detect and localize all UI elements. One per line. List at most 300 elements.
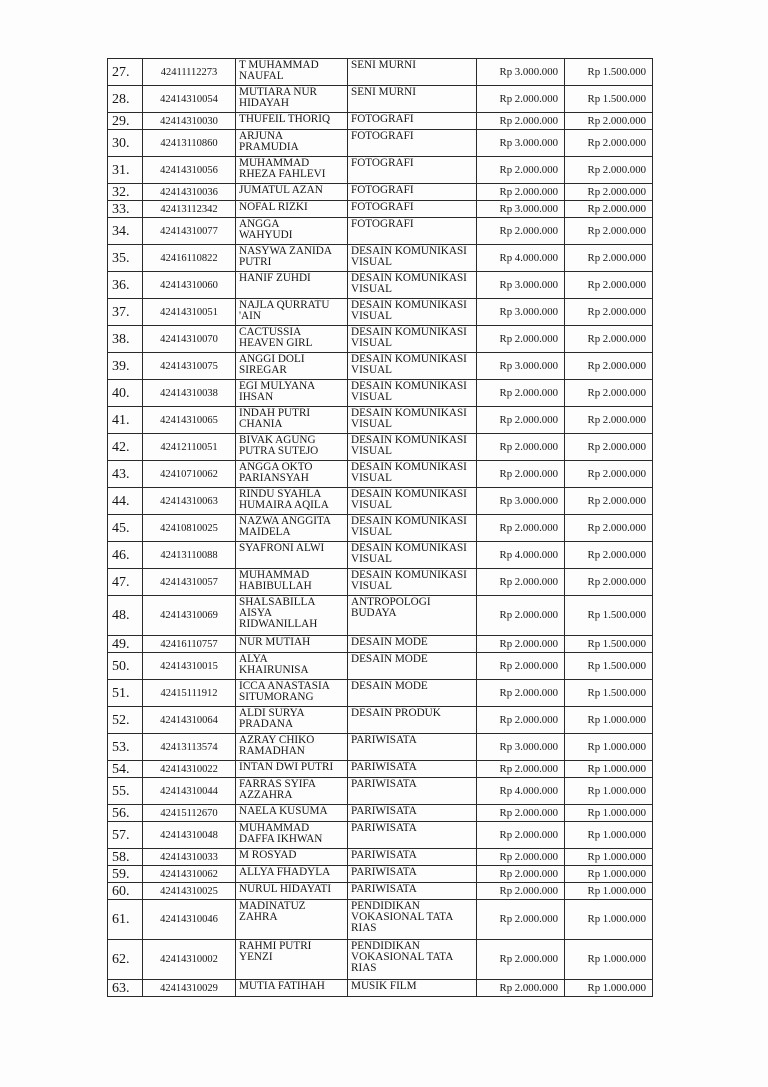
table-row	[108, 272, 653, 299]
student-name-line: AZZAHRA	[239, 789, 293, 801]
amount-b: Rp 1.000.000	[565, 940, 653, 980]
student-name-line: NAUFAL	[239, 70, 284, 82]
row-number: 31.	[108, 157, 143, 184]
row-number: 49.	[108, 636, 143, 653]
row-number: 45.	[108, 515, 143, 542]
study-program	[348, 488, 477, 515]
study-program	[348, 822, 477, 849]
student-name-line: HUMAIRA AQILA	[239, 499, 329, 511]
study-program-line: VISUAL	[351, 364, 393, 376]
amount-a: Rp 2.000.000	[477, 157, 565, 184]
amount-b: Rp 2.000.000	[565, 569, 653, 596]
amount-b: Rp 2.000.000	[565, 113, 653, 130]
amount-b: Rp 1.500.000	[565, 86, 653, 113]
study-program-line: DESAIN KOMUNIKASI	[351, 515, 467, 527]
student-name	[236, 86, 348, 113]
study-program-line: VISUAL	[351, 553, 393, 565]
student-name-line: HIDAYAH	[239, 97, 289, 109]
study-program	[348, 130, 477, 157]
amount-a: Rp 2.000.000	[477, 883, 565, 900]
study-program	[348, 940, 477, 980]
amount-b: Rp 2.000.000	[565, 515, 653, 542]
amount-b: Rp 2.000.000	[565, 272, 653, 299]
study-program-line: PENDIDIKAN	[351, 900, 420, 912]
study-program-line: VISUAL	[351, 310, 393, 322]
study-program	[348, 849, 477, 866]
student-name	[236, 113, 348, 130]
row-number: 40.	[108, 380, 143, 407]
table-row	[108, 326, 653, 353]
student-name-line: RAMADHAN	[239, 745, 305, 757]
student-id: 42415111912	[143, 680, 236, 707]
student-id: 42414310069	[143, 596, 236, 636]
student-name	[236, 326, 348, 353]
amount-a: Rp 2.000.000	[477, 707, 565, 734]
table-row	[108, 778, 653, 805]
student-name	[236, 130, 348, 157]
amount-a: Rp 2.000.000	[477, 636, 565, 653]
study-program	[348, 866, 477, 883]
study-program	[348, 353, 477, 380]
study-program-line: VISUAL	[351, 283, 393, 295]
study-program-line: RIAS	[351, 962, 377, 974]
student-name-line: CACTUSSIA	[239, 326, 302, 338]
row-number: 37.	[108, 299, 143, 326]
table-row	[108, 245, 653, 272]
student-name-line: ARJUNA	[239, 130, 284, 142]
student-name-line: ALLYA FHADYLA	[239, 866, 331, 878]
amount-b: Rp 2.000.000	[565, 130, 653, 157]
study-program	[348, 245, 477, 272]
amount-a: Rp 2.000.000	[477, 326, 565, 353]
amount-a: Rp 4.000.000	[477, 778, 565, 805]
student-name-line: PRAMUDIA	[239, 141, 299, 153]
row-number: 55.	[108, 778, 143, 805]
amount-b: Rp 1.000.000	[565, 778, 653, 805]
row-number: 57.	[108, 822, 143, 849]
study-program	[348, 883, 477, 900]
study-program-line: VISUAL	[351, 337, 393, 349]
student-name-line: MUTIA FATIHAH	[239, 980, 325, 992]
amount-a: Rp 3.000.000	[477, 299, 565, 326]
student-name	[236, 59, 348, 86]
study-program-line: VISUAL	[351, 256, 393, 268]
study-program-line: PARIWISATA	[351, 761, 417, 773]
student-name-line: PUTRI	[239, 256, 272, 268]
amount-b: Rp 1.000.000	[565, 849, 653, 866]
amount-b: Rp 1.000.000	[565, 883, 653, 900]
student-name-line: NOFAL RIZKI	[239, 201, 308, 213]
student-name-line: NASYWA ZANIDA	[239, 245, 332, 257]
student-name	[236, 434, 348, 461]
study-program-line: PENDIDIKAN	[351, 940, 420, 952]
student-id: 42411112273	[143, 59, 236, 86]
student-name	[236, 707, 348, 734]
table-row	[108, 596, 653, 636]
amount-a: Rp 2.000.000	[477, 407, 565, 434]
student-id: 42410810025	[143, 515, 236, 542]
student-name-line: PUTRA SUTEJO	[239, 445, 319, 457]
amount-b: Rp 1.000.000	[565, 900, 653, 940]
study-program-line: SENI MURNI	[351, 86, 416, 98]
amount-b: Rp 2.000.000	[565, 201, 653, 218]
study-program	[348, 434, 477, 461]
study-program	[348, 805, 477, 822]
student-name	[236, 184, 348, 201]
row-number: 39.	[108, 353, 143, 380]
amount-b: Rp 2.000.000	[565, 488, 653, 515]
study-program-line: DESAIN KOMUNIKASI	[351, 353, 467, 365]
student-name-line: HABIBULLAH	[239, 580, 312, 592]
student-name-line: DAFFA IKHWAN	[239, 833, 323, 845]
study-program-line: DESAIN KOMUNIKASI	[351, 407, 467, 419]
amount-a: Rp 2.000.000	[477, 434, 565, 461]
amount-a: Rp 2.000.000	[477, 980, 565, 997]
student-name-line: HEAVEN GIRL	[239, 337, 313, 349]
student-name-line: ALDI SURYA	[239, 707, 305, 719]
amount-b: Rp 2.000.000	[565, 353, 653, 380]
student-id: 42414310064	[143, 707, 236, 734]
study-program-line: PARIWISATA	[351, 866, 417, 878]
student-name-line: ZAHRA	[239, 911, 278, 923]
student-name-line: PARIANSYAH	[239, 472, 309, 484]
table-row	[108, 407, 653, 434]
student-name-line: MUTIARA NUR	[239, 86, 318, 98]
student-id: 42414310070	[143, 326, 236, 353]
amount-b: Rp 1.500.000	[565, 680, 653, 707]
student-name	[236, 353, 348, 380]
student-id: 42413113574	[143, 734, 236, 761]
student-id: 42414310057	[143, 569, 236, 596]
study-program	[348, 326, 477, 353]
study-program	[348, 218, 477, 245]
study-program-line: PARIWISATA	[351, 849, 417, 861]
student-id: 42414310002	[143, 940, 236, 980]
amount-b: Rp 2.000.000	[565, 157, 653, 184]
row-number: 28.	[108, 86, 143, 113]
table-row	[108, 218, 653, 245]
study-program	[348, 157, 477, 184]
study-program	[348, 569, 477, 596]
amount-a: Rp 3.000.000	[477, 130, 565, 157]
table-row	[108, 805, 653, 822]
student-name-line: CHANIA	[239, 418, 283, 430]
table-row	[108, 883, 653, 900]
student-name-line: ANGGA	[239, 218, 280, 230]
study-program-line: VOKASIONAL TATA	[351, 911, 454, 923]
student-name	[236, 245, 348, 272]
row-number: 47.	[108, 569, 143, 596]
amount-a: Rp 2.000.000	[477, 86, 565, 113]
table-row	[108, 201, 653, 218]
row-number: 32.	[108, 184, 143, 201]
row-number: 54.	[108, 761, 143, 778]
study-program-line: BUDAYA	[351, 607, 397, 619]
study-program	[348, 761, 477, 778]
study-program-line: VISUAL	[351, 391, 393, 403]
student-name	[236, 734, 348, 761]
student-id: 42414310063	[143, 488, 236, 515]
student-id: 42414310054	[143, 86, 236, 113]
student-name	[236, 488, 348, 515]
amount-a: Rp 2.000.000	[477, 822, 565, 849]
row-number: 59.	[108, 866, 143, 883]
study-program-line: DESAIN KOMUNIKASI	[351, 272, 467, 284]
amount-b: Rp 1.000.000	[565, 805, 653, 822]
study-program-line: FOTOGRAFI	[351, 184, 414, 196]
amount-a: Rp 2.000.000	[477, 569, 565, 596]
study-program-line: FOTOGRAFI	[351, 201, 414, 213]
row-number: 60.	[108, 883, 143, 900]
study-program	[348, 778, 477, 805]
student-name-line: MADINATUZ	[239, 900, 306, 912]
student-name-line: NAELA KUSUMA	[239, 805, 328, 817]
student-name-line: NAJLA QURRATU	[239, 299, 330, 311]
row-number: 50.	[108, 653, 143, 680]
student-id: 42414310029	[143, 980, 236, 997]
amount-a: Rp 2.000.000	[477, 113, 565, 130]
table-row	[108, 569, 653, 596]
student-name-line: MAIDELA	[239, 526, 291, 538]
student-name	[236, 407, 348, 434]
student-id: 42414310060	[143, 272, 236, 299]
student-name-line: RIDWANILLAH	[239, 618, 318, 630]
student-name-line: SITUMORANG	[239, 691, 314, 703]
student-id: 42416110822	[143, 245, 236, 272]
study-program-line: DESAIN MODE	[351, 653, 428, 665]
student-id: 42413112342	[143, 201, 236, 218]
study-program-line: DESAIN PRODUK	[351, 707, 441, 719]
study-program-line: PARIWISATA	[351, 883, 417, 895]
amount-a: Rp 3.000.000	[477, 488, 565, 515]
table-row	[108, 866, 653, 883]
row-number: 30.	[108, 130, 143, 157]
amount-a: Rp 4.000.000	[477, 245, 565, 272]
student-name	[236, 653, 348, 680]
study-program	[348, 515, 477, 542]
study-program-line: DESAIN KOMUNIKASI	[351, 245, 467, 257]
study-program-line: VISUAL	[351, 526, 393, 538]
student-name-line: RINDU SYAHLA	[239, 488, 322, 500]
student-name-line: T MUHAMMAD	[239, 59, 319, 71]
table-row	[108, 680, 653, 707]
study-program	[348, 542, 477, 569]
study-program	[348, 680, 477, 707]
table-body	[108, 59, 653, 997]
row-number: 58.	[108, 849, 143, 866]
student-name	[236, 380, 348, 407]
study-program-line: FOTOGRAFI	[351, 218, 414, 230]
student-name-line: MUHAMMAD	[239, 569, 310, 581]
student-name	[236, 761, 348, 778]
study-program-line: VISUAL	[351, 499, 393, 511]
student-id: 42410710062	[143, 461, 236, 488]
student-name	[236, 980, 348, 997]
amount-b: Rp 1.000.000	[565, 707, 653, 734]
amount-a: Rp 2.000.000	[477, 940, 565, 980]
amount-b: Rp 2.000.000	[565, 299, 653, 326]
study-program-line: DESAIN MODE	[351, 680, 428, 692]
student-name	[236, 940, 348, 980]
row-number: 48.	[108, 596, 143, 636]
student-id: 42414310065	[143, 407, 236, 434]
study-program-line: ANTROPOLOGI	[351, 596, 431, 608]
student-id: 42414310038	[143, 380, 236, 407]
study-program-line: RIAS	[351, 922, 377, 934]
row-number: 61.	[108, 900, 143, 940]
amount-b: Rp 1.000.000	[565, 761, 653, 778]
student-name-line: NUR MUTIAH	[239, 636, 311, 648]
study-program-line: PARIWISATA	[351, 822, 417, 834]
student-name	[236, 542, 348, 569]
row-number: 33.	[108, 201, 143, 218]
amount-b: Rp 1.500.000	[565, 653, 653, 680]
student-name-line: SIREGAR	[239, 364, 287, 376]
table-row	[108, 940, 653, 980]
student-name-line: THUFEIL THORIQ	[239, 113, 331, 125]
row-number: 38.	[108, 326, 143, 353]
amount-b: Rp 2.000.000	[565, 380, 653, 407]
student-id: 42414310033	[143, 849, 236, 866]
table-row	[108, 707, 653, 734]
study-program	[348, 461, 477, 488]
student-id: 42414310036	[143, 184, 236, 201]
amount-a: Rp 3.000.000	[477, 353, 565, 380]
student-name	[236, 157, 348, 184]
study-program	[348, 59, 477, 86]
amount-a: Rp 2.000.000	[477, 849, 565, 866]
student-name-line: YENZI	[239, 951, 273, 963]
student-name	[236, 822, 348, 849]
table-row	[108, 59, 653, 86]
row-number: 27.	[108, 59, 143, 86]
row-number: 46.	[108, 542, 143, 569]
amount-b: Rp 1.500.000	[565, 59, 653, 86]
student-id: 42413110860	[143, 130, 236, 157]
amount-a: Rp 4.000.000	[477, 542, 565, 569]
student-name-line: ANGGA OKTO	[239, 461, 313, 473]
table-row	[108, 980, 653, 997]
amount-a: Rp 2.000.000	[477, 380, 565, 407]
study-program-line: PARIWISATA	[351, 805, 417, 817]
student-name-line: IHSAN	[239, 391, 274, 403]
study-program-line: DESAIN KOMUNIKASI	[351, 488, 467, 500]
student-name-line: 'AIN	[239, 310, 261, 322]
table-row	[108, 113, 653, 130]
student-name-line: PRADANA	[239, 718, 294, 730]
amount-a: Rp 2.000.000	[477, 761, 565, 778]
study-program-line: VISUAL	[351, 580, 393, 592]
row-number: 42.	[108, 434, 143, 461]
student-id: 42413110088	[143, 542, 236, 569]
student-id: 42414310025	[143, 883, 236, 900]
table-row	[108, 299, 653, 326]
study-program	[348, 184, 477, 201]
student-id: 42414310022	[143, 761, 236, 778]
amount-a: Rp 3.000.000	[477, 734, 565, 761]
study-program	[348, 272, 477, 299]
student-name-line: KHAIRUNISA	[239, 664, 309, 676]
amount-a: Rp 2.000.000	[477, 680, 565, 707]
table-row	[108, 822, 653, 849]
study-program	[348, 653, 477, 680]
amount-b: Rp 2.000.000	[565, 461, 653, 488]
student-name-line: M ROSYAD	[239, 849, 297, 861]
study-program-line: FOTOGRAFI	[351, 157, 414, 169]
student-name-line: ICCA ANASTASIA	[239, 680, 330, 692]
amount-a: Rp 2.000.000	[477, 866, 565, 883]
student-name	[236, 596, 348, 636]
student-name	[236, 299, 348, 326]
row-number: 52.	[108, 707, 143, 734]
study-program	[348, 900, 477, 940]
row-number: 35.	[108, 245, 143, 272]
student-id: 42414310077	[143, 218, 236, 245]
student-name	[236, 461, 348, 488]
student-id: 42412110051	[143, 434, 236, 461]
table-row	[108, 380, 653, 407]
scholarship-table	[107, 58, 653, 997]
study-program	[348, 201, 477, 218]
student-name	[236, 569, 348, 596]
table-row	[108, 900, 653, 940]
amount-a: Rp 2.000.000	[477, 900, 565, 940]
table-row	[108, 488, 653, 515]
student-name	[236, 515, 348, 542]
table-row	[108, 461, 653, 488]
table-row	[108, 353, 653, 380]
row-number: 29.	[108, 113, 143, 130]
row-number: 34.	[108, 218, 143, 245]
study-program	[348, 636, 477, 653]
student-name-line: SHALSABILLA	[239, 596, 316, 608]
student-name-line: RHEZA FAHLEVI	[239, 168, 326, 180]
student-name	[236, 805, 348, 822]
study-program-line: DESAIN MODE	[351, 636, 428, 648]
student-name-line: SYAFRONI ALWI	[239, 542, 325, 554]
amount-a: Rp 2.000.000	[477, 218, 565, 245]
amount-b: Rp 2.000.000	[565, 434, 653, 461]
student-name-line: NURUL HIDAYATI	[239, 883, 332, 895]
table-row	[108, 184, 653, 201]
study-program-line: VISUAL	[351, 418, 393, 430]
study-program-line: DESAIN KOMUNIKASI	[351, 542, 467, 554]
amount-a: Rp 2.000.000	[477, 184, 565, 201]
amount-b: Rp 2.000.000	[565, 245, 653, 272]
student-name-line: EGI MULYANA	[239, 380, 316, 392]
table-row	[108, 734, 653, 761]
student-name-line: ALYA	[239, 653, 268, 665]
table-row	[108, 761, 653, 778]
student-id: 42414310056	[143, 157, 236, 184]
study-program	[348, 407, 477, 434]
student-name-line: ANGGI DOLI	[239, 353, 305, 365]
study-program	[348, 86, 477, 113]
student-name-line: MUHAMMAD	[239, 157, 310, 169]
student-name-line: BIVAK AGUNG	[239, 434, 316, 446]
student-name-line: INTAN DWI PUTRI	[239, 761, 334, 773]
study-program	[348, 299, 477, 326]
row-number: 62.	[108, 940, 143, 980]
amount-a: Rp 2.000.000	[477, 461, 565, 488]
student-id: 42414310051	[143, 299, 236, 326]
amount-a: Rp 2.000.000	[477, 653, 565, 680]
study-program-line: DESAIN KOMUNIKASI	[351, 299, 467, 311]
student-name-line: MUHAMMAD	[239, 822, 310, 834]
amount-a: Rp 2.000.000	[477, 515, 565, 542]
study-program	[348, 380, 477, 407]
student-id: 42414310048	[143, 822, 236, 849]
